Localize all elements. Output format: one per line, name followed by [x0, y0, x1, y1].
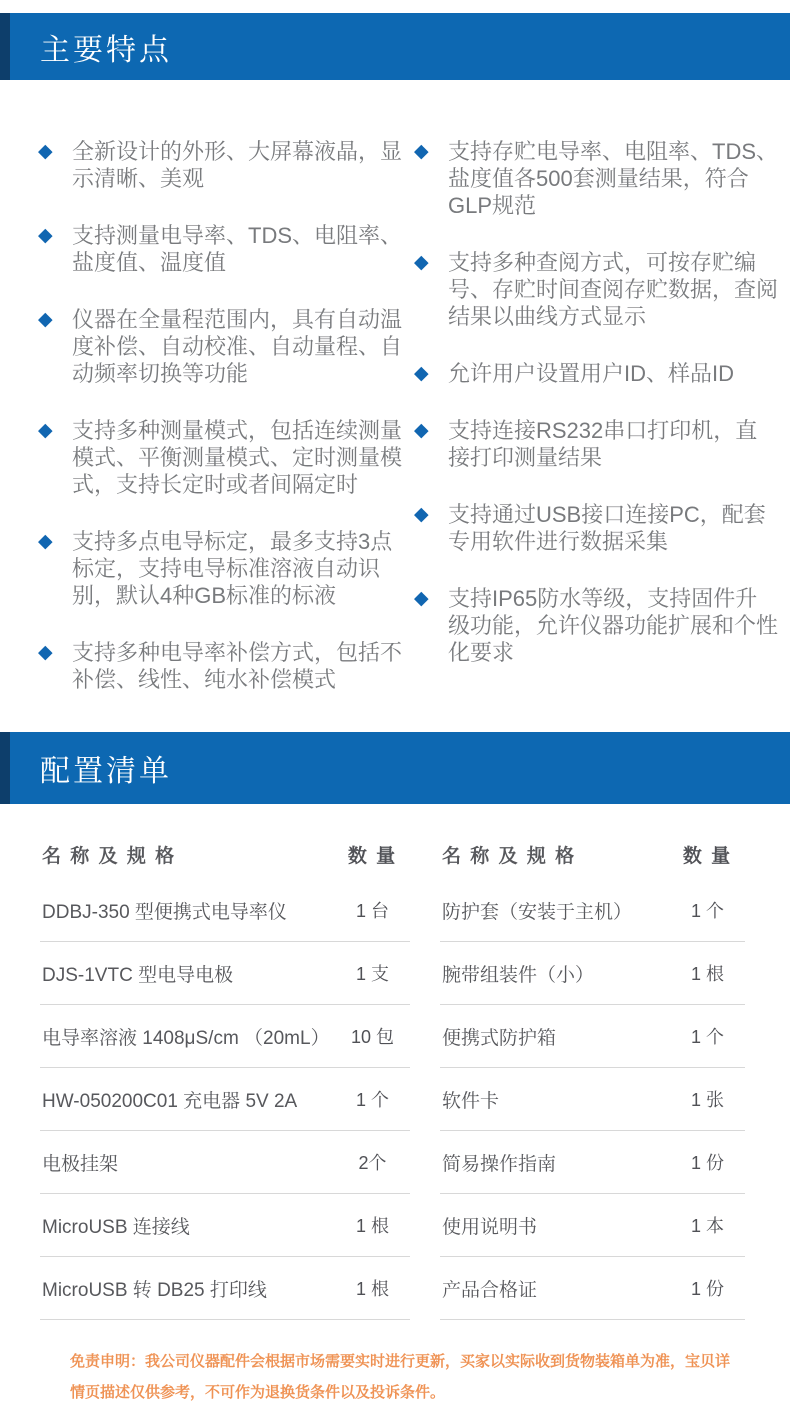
bullet-diamond-icon: ◆ — [38, 531, 53, 552]
bullet-diamond-icon: ◆ — [414, 588, 429, 609]
feature-text: 允许用户设置用户ID、样品ID — [448, 361, 735, 386]
feature-item — [38, 639, 414, 693]
feature-item — [414, 585, 790, 666]
feature-item — [38, 306, 414, 387]
item-name: DDBJ-350 型便携式电导率仪 — [42, 901, 287, 923]
item-name: 防护套（安装于主机） — [442, 901, 633, 923]
item-qty: 1 根 — [355, 1216, 389, 1236]
table-row — [440, 879, 745, 942]
item-qty: 1 根 — [690, 964, 724, 984]
features-section-header — [0, 13, 790, 80]
features-title: 主要特点 — [40, 33, 172, 67]
item-name: 电极挂架 — [42, 1153, 119, 1175]
table-header-row — [440, 829, 745, 879]
feature-text: 支持多种电导率补偿方式，包括不补偿、线性、纯水补偿模式 — [72, 640, 403, 692]
bullet-diamond-icon: ◆ — [414, 420, 429, 441]
table-row — [440, 1068, 745, 1131]
item-name: 简易操作指南 — [442, 1153, 557, 1175]
feature-text: 支持多点电导标定，最多支持3点标定，支持电导标准溶液自动识别，默认4种GB标准的标液 — [72, 529, 393, 608]
table-body — [40, 879, 410, 1320]
table-row — [40, 879, 410, 942]
bullet-diamond-icon: ◆ — [38, 642, 53, 663]
table-row — [40, 1131, 410, 1194]
table-row — [440, 1194, 745, 1257]
feature-text: 支持多种测量模式，包括连续测量模式、平衡测量模式、定时测量模式，支持长定时或者间隔定时 — [72, 418, 403, 497]
qty-column-header: 数 量 — [347, 845, 398, 867]
item-qty: 1 份 — [690, 1153, 724, 1173]
item-qty: 1 支 — [355, 964, 389, 984]
feature-text: 全新设计的外形、大屏幕液晶，显示清晰、美观 — [72, 139, 403, 191]
item-name: 使用说明书 — [442, 1216, 538, 1238]
item-qty: 1 根 — [355, 1279, 389, 1299]
item-name: 腕带组装件（小） — [442, 964, 595, 986]
item-qty: 10 包 — [350, 1027, 395, 1047]
item-name: MicroUSB 连接线 — [42, 1216, 190, 1238]
table-row — [440, 1005, 745, 1068]
features-section — [0, 80, 790, 732]
name-column-header: 名 称 及 规 格 — [42, 845, 177, 867]
item-qty: 1 台 — [355, 901, 389, 921]
item-name: 产品合格证 — [442, 1279, 538, 1301]
table-header-row — [40, 829, 410, 879]
table-row — [40, 1257, 410, 1320]
feature-item — [414, 249, 790, 330]
table-row — [440, 1131, 745, 1194]
config-table-right — [440, 829, 745, 1320]
table-body — [440, 879, 745, 1320]
feature-item — [38, 417, 414, 498]
item-name: 软件卡 — [442, 1090, 500, 1112]
feature-item — [38, 528, 414, 609]
item-qty: 1 份 — [690, 1279, 724, 1299]
item-qty: 2个 — [358, 1153, 387, 1173]
qty-column-header: 数 量 — [682, 845, 733, 867]
config-section-header — [0, 732, 790, 804]
config-section — [0, 804, 790, 1320]
feature-text: 支持多种查阅方式，可按存贮编号、存贮时间查阅存贮数据，查阅结果以曲线方式显示 — [448, 250, 779, 329]
feature-item — [38, 138, 414, 192]
feature-item — [414, 501, 790, 555]
item-qty: 1 张 — [690, 1090, 724, 1110]
bullet-diamond-icon: ◆ — [38, 420, 53, 441]
bullet-diamond-icon: ◆ — [414, 141, 429, 162]
features-column-right — [414, 138, 790, 732]
bullet-diamond-icon: ◆ — [38, 141, 53, 162]
item-qty: 1 个 — [355, 1090, 389, 1110]
feature-text: 支持IP65防水等级，支持固件升级功能，允许仪器功能扩展和个性化要求 — [448, 586, 779, 665]
config-title: 配置清单 — [40, 755, 172, 788]
item-name: DJS-1VTC 型电导电极 — [42, 964, 234, 986]
feature-text: 支持存贮电导率、电阻率、TDS、盐度值各500套测量结果，符合GLP规范 — [448, 139, 779, 218]
feature-item — [38, 222, 414, 276]
table-row — [440, 942, 745, 1005]
table-row — [40, 1005, 410, 1068]
item-qty: 1 本 — [690, 1216, 724, 1236]
features-column-left — [38, 138, 414, 732]
feature-item — [414, 360, 790, 387]
item-name: HW-050200C01 充电器 5V 2A — [42, 1090, 298, 1112]
name-column-header: 名 称 及 规 格 — [442, 845, 577, 867]
bullet-diamond-icon: ◆ — [38, 309, 53, 330]
config-table-left — [40, 829, 410, 1320]
table-row — [40, 942, 410, 1005]
item-qty: 1 个 — [690, 901, 724, 921]
item-name: 便携式防护箱 — [442, 1027, 557, 1049]
bullet-diamond-icon: ◆ — [414, 363, 429, 384]
disclaimer-text: 免责申明：我公司仪器配件会根据市场需要实时进行更新，买家以实际收到货物装箱单为准，宝贝详情页描述仅供参考，不可作为退换货条件以及投诉条件。 — [70, 1353, 731, 1401]
feature-text: 仪器在全量程范围内，具有自动温度补偿、自动校准、自动量程、自动频率切换等功能 — [72, 307, 403, 386]
feature-text: 支持测量电导率、TDS、电阻率、盐度值、温度值 — [72, 223, 403, 275]
item-name: 电导率溶液 1408μS/cm （20mL） — [42, 1027, 330, 1049]
feature-item — [414, 138, 790, 219]
feature-text: 支持连接RS232串口打印机，直接打印测量结果 — [448, 418, 758, 470]
bullet-diamond-icon: ◆ — [38, 225, 53, 246]
item-qty: 1 个 — [690, 1027, 724, 1047]
feature-item — [414, 417, 790, 471]
bullet-diamond-icon: ◆ — [414, 252, 429, 273]
table-row — [440, 1257, 745, 1320]
feature-text: 支持通过USB接口连接PC，配套专用软件进行数据采集 — [448, 502, 766, 554]
bullet-diamond-icon: ◆ — [414, 504, 429, 525]
table-row — [40, 1194, 410, 1257]
item-name: MicroUSB 转 DB25 打印线 — [42, 1279, 267, 1301]
table-row — [40, 1068, 410, 1131]
